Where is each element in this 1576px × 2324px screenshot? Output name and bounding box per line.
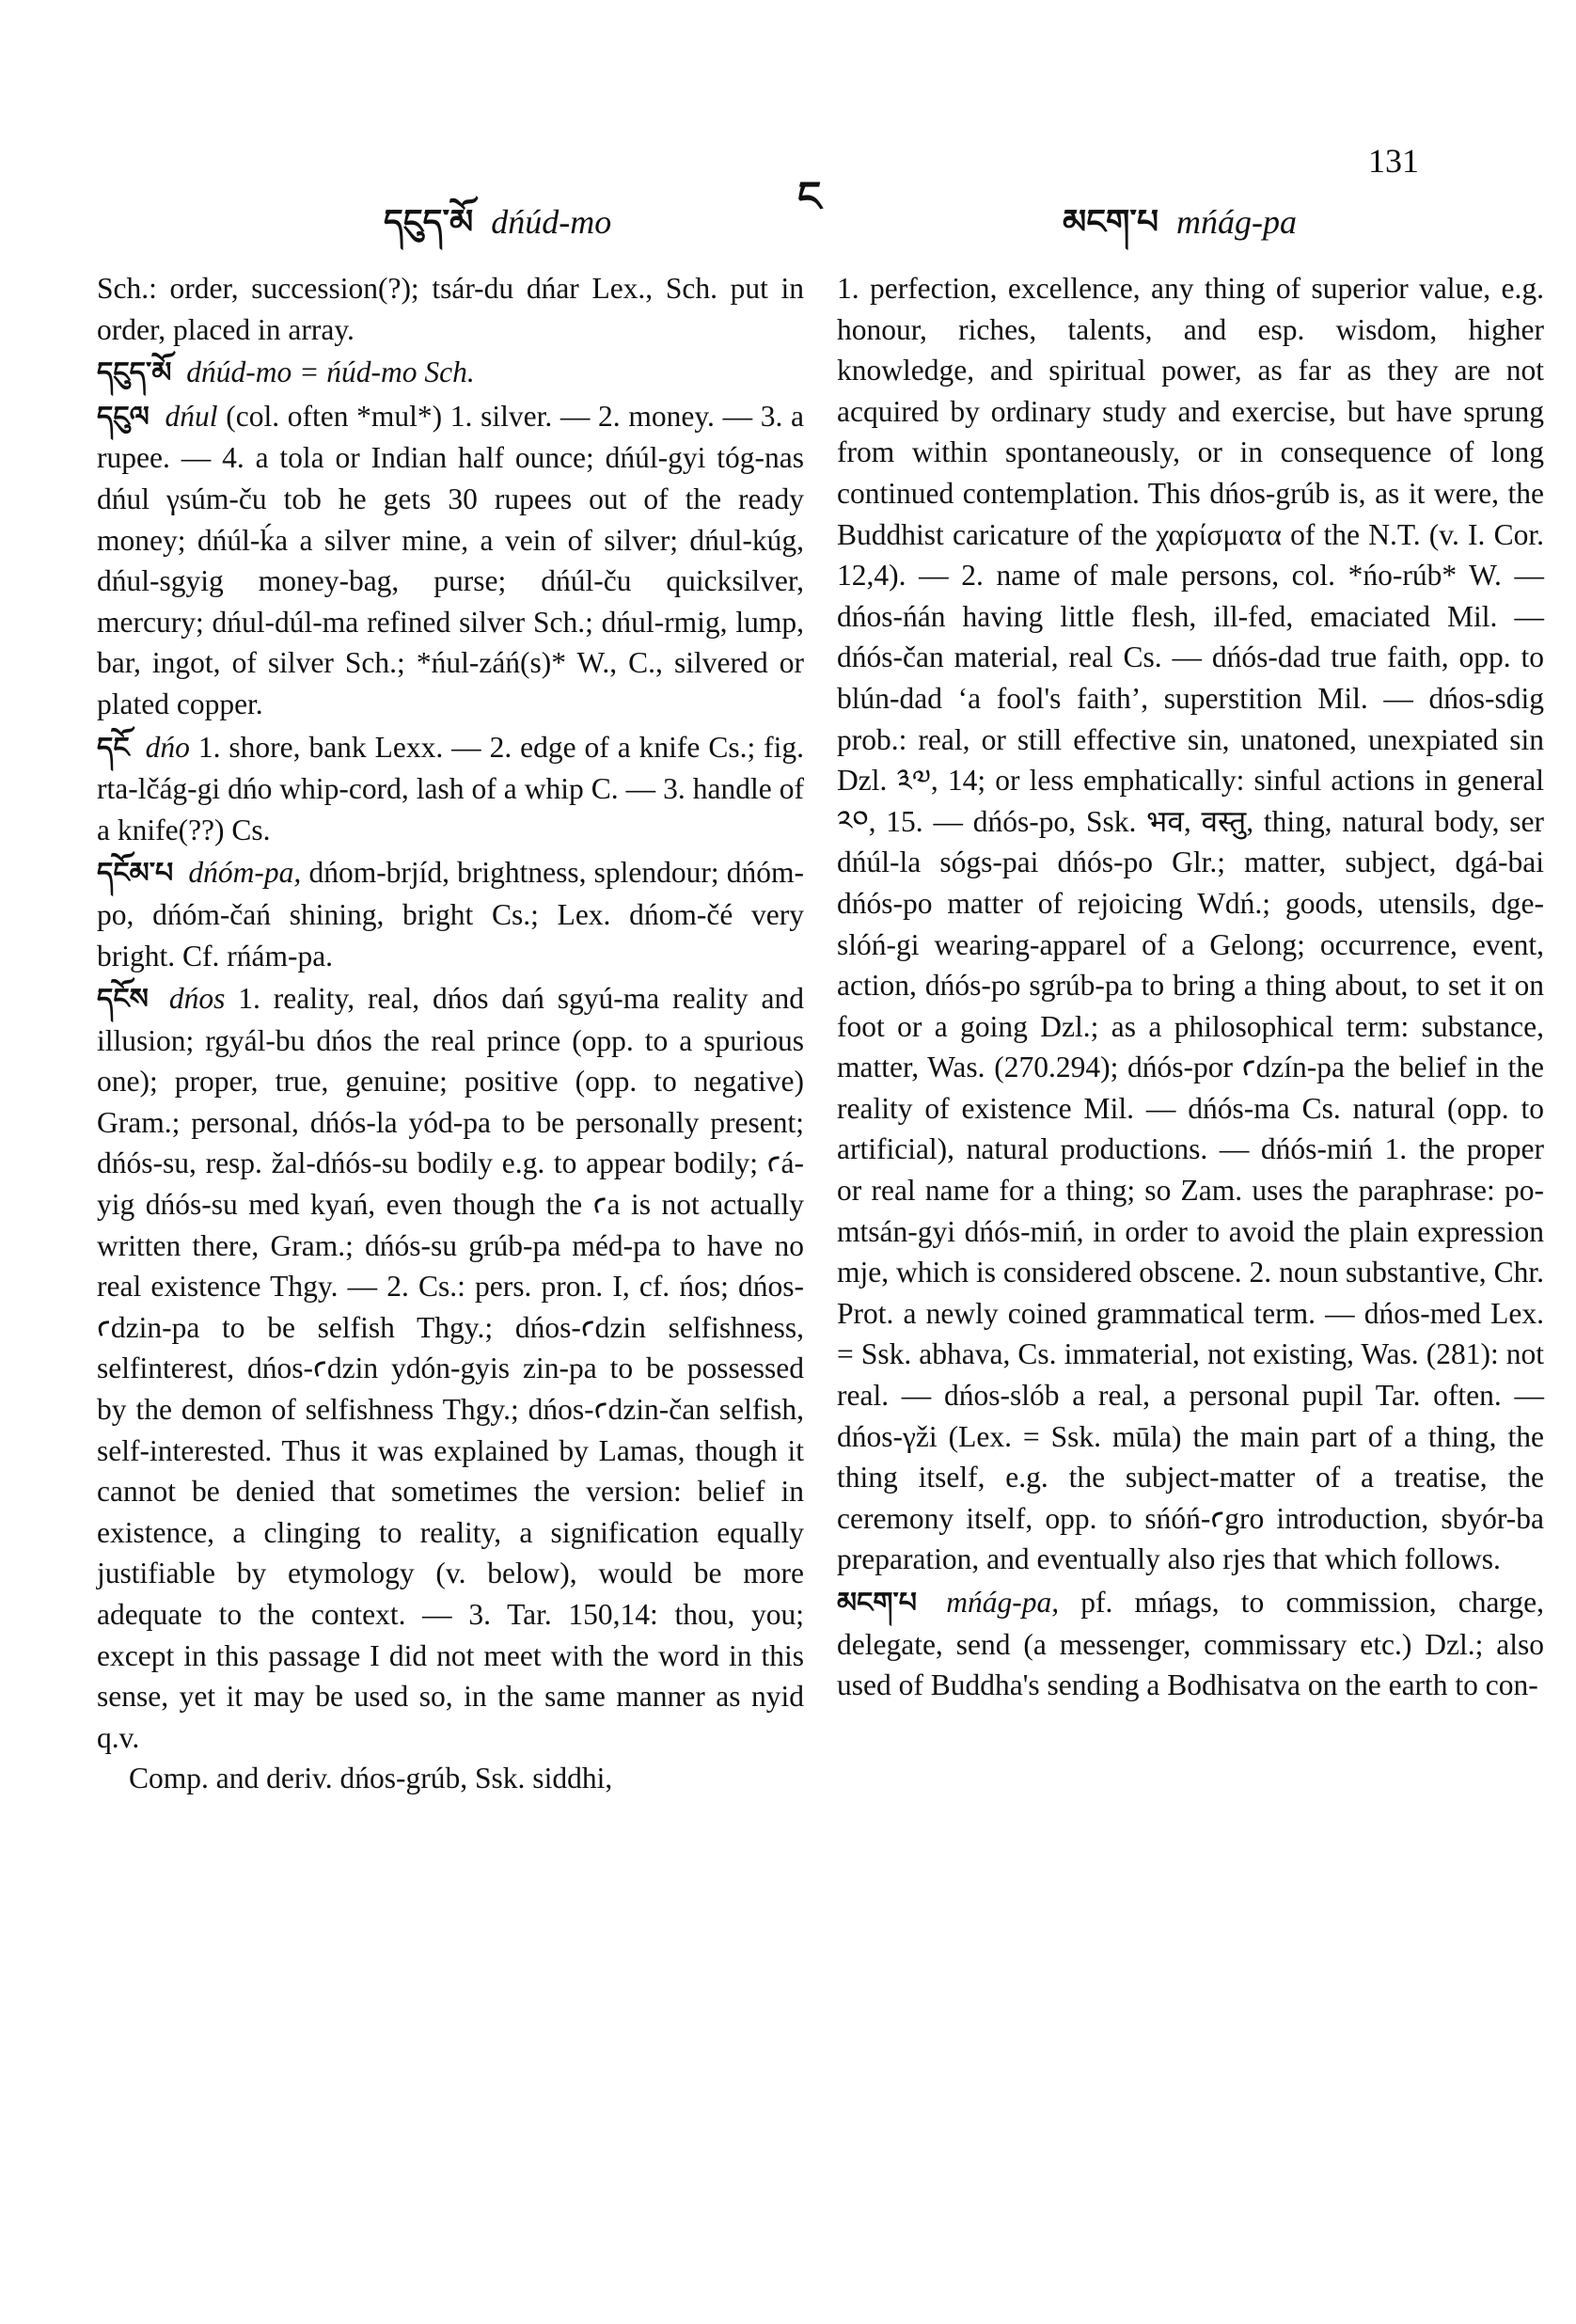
section-letter: ང — [797, 174, 822, 220]
running-header-left — [384, 183, 611, 279]
dictionary-entry — [97, 978, 804, 1758]
entry-text: 1. shore, bank Lexx. — 2. edge of a knife Cs.; fig. rta-lčág-gi dńo whip-cord, lash of a whip C. — 3. handle of a knife(??) Cs. — [97, 730, 805, 846]
dictionary-entry — [97, 396, 804, 725]
dictionary-entry — [97, 352, 804, 394]
headword-roman: dńos — [168, 982, 226, 1016]
headword-roman: dńo — [145, 730, 190, 764]
header-right-roman: mńág-pa — [1176, 203, 1298, 241]
header-right-tibetan: མངག་པ — [1063, 203, 1159, 242]
entry-text: 1. reality, real, dńos dań sgyú-ma reality and illusion; rgyál-bu dńos the real prince (opp. to a spurious one); proper, true, genuine; positive (opp. to negative) Gram.; personal, dńós-la yód-pa to be personally present; dńós-su, resp. žal-dńós-su bodily e.g. to appear bodily; ꜥá-yig dńós-su med kyań, even though the ꜥa is not actually written there, Gram.; dńós-su grúb-pa méd-pa to have no real existence Thgy. — 2. Cs.: pers. pron. I, cf. ńos; dńos-ꜥdzin-pa to be selfish Thgy.; dńos-ꜥdzin selfishness, selfinterest, dńos-ꜥdzin ydón-gyis zin-pa to be possessed by the demon of selfishness Thgy.; dńos-ꜥdzin-čan selfish, self-interested. Thus it was explained by Lamas, though it cannot be denied that sometimes the version: belief in existence, a clinging to reality, a signification equally justifiable by etymology (v. below), would be more adequate to the context. — 3. Tar. 150,14: thou, you; except in this passage I did not meet with the word in this sense, yet it may be used so, in the same manner as nyid q.v. — [97, 982, 804, 1754]
headword-tibetan: དངོ — [97, 731, 130, 765]
entry-text: (col. often *mul*) 1. silver. — 2. money. — 3. a rupee. — 4. a tola or Indian half ounce; dńúl-gyi tóg-nas dńul γsúm-ču tob he gets 30 rupees out of the ready money; dńúl-ḱa a silver mine, a vein of silver; dńul-kúg, dńul-sgyig money-bag, purse; dńúl-ču quicksilver, mercury; dńul-dúl-ma refined silver Sch.; dńul-rmig, lump, bar, ingot, of silver Sch.; *ńul-záń(s)* W., C., silvered or plated copper. — [97, 399, 805, 720]
headword-roman: mńág-pa, — [946, 1586, 1060, 1619]
entry-continuation — [837, 268, 1544, 1580]
left-column — [97, 268, 804, 1799]
running-header-right — [1063, 183, 1297, 279]
header-left-tibetan: དངུད་མོ — [384, 203, 474, 242]
headword-tibetan: མངག་པ — [837, 1587, 918, 1620]
headword-tibetan: དངུལ — [97, 400, 150, 434]
entry-text: 1. perfection, excellence, any thing of superior value, e.g. honour, riches, talents, and esp. wisdom, higher knowledge, and spiritual power, as far as they are not acquired by ordinary study and exercise, but have sprung from within spontaneously, or in consequence of long continued contemplation. This dńos-grúb is, as it were, the Buddhist caricature of the χαρίσματα of the N.T. (v. I. Cor. 12,4). — 2. name of male persons, col. *ńo-rúb* W. — dńos-ńán having little flesh, ill-fed, emaciated Mil. — dńós-čan material, real Cs. — dńós-dad true faith, opp. to blún-dad ‘a fool's faith’, superstition Mil. — dńos-sdig prob.: real, or still effective sin, unatoned, unexpiated sin Dzl. ༣༧, 14; or less emphatically: sinful actions in general ༢༠, 15. — dńós-po, Ssk. भव, वस्तु, thing, natural body, ser dńúl-la sógs-pai dńós-po Glr.; matter, subject, dgá-bai dńós-po matter of rejoicing Wdń.; goods, utensils, dge-slóń-gi wearing-apparel of a Gelong; occurrence, event, action, dńós-po sgrúb-pa to bring a thing about, to set it on foot or a going Dzl.; as a philosophical term: substance, matter, Was. (270.294); dńós-por ꜥdzín-pa the belief in the reality of existence Mil. — dńós-ma Cs. natural (opp. to artificial), natural productions. — dńós-miń 1. the proper or real name for a thing; so Zam. uses the paraphrase: po-mtsán-gyi dńós-miń, in order to avoid the plain expression mje, which is considered obscene. 2. noun substantive, Chr. Prot. a newly coined grammatical term. — dńos-med Lex. = Ssk. abhava, Cs. immaterial, not existing, Was. (281): not real. — dńos-slób a real, a personal pupil Tar. often. — dńos-γži (Lex. = Ssk. mūla) the main part of a thing, the thing itself, e.g. the subject-matter of a treatise, the ceremony itself, opp. to sńóń-ꜥgro introduction, sbyór-ba preparation, and eventually also rjes that which follows. — [837, 272, 1544, 1576]
dictionary-entry — [97, 727, 804, 851]
headword-roman: dńóm-pa, — [188, 856, 302, 890]
headword-tibetan: དངོམ་པ — [97, 857, 174, 891]
page-number: 131 — [1368, 142, 1419, 180]
headword-tibetan: དངུད་མོ — [97, 356, 172, 390]
dictionary-entry — [837, 1582, 1544, 1706]
entry-continuation — [97, 268, 804, 350]
entry-text: Comp. and deriv. dńos-grúb, Ssk. siddhi, — [129, 1762, 613, 1795]
compounds-intro — [97, 1758, 804, 1799]
header-left-roman: dńúd-mo — [491, 203, 612, 241]
headword-roman: dńul — [165, 399, 218, 433]
right-column — [837, 268, 1544, 1706]
entry-text: pf. mńags, to commission, charge, delegate, send (a messenger, commissary etc.) Dzl.; also used of Buddha's sending a Bodhisatva on the earth to con- — [837, 1586, 1545, 1702]
entry-text: dńom-brjíd, brightness, splendour; dńóm-po, dńóm-čań shining, bright Cs.; Lex. dńom-čé very bright. Cf. rńám-pa. — [97, 856, 805, 972]
headword-tibetan: དངོས — [97, 983, 149, 1017]
entry-text: Sch.: order, succession(?); tsár-du dńar Lex., Sch. put in order, placed in array. — [97, 272, 804, 346]
entry-text: dńúd-mo = ńúd-mo Sch. — [186, 356, 475, 389]
dictionary-entry — [97, 852, 804, 976]
